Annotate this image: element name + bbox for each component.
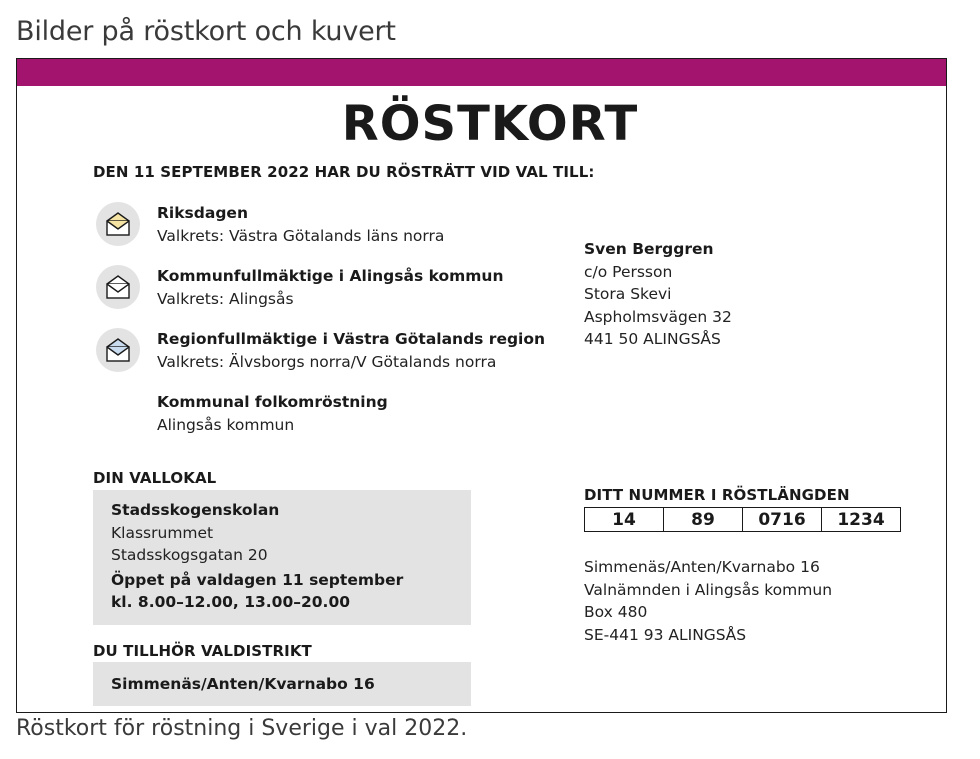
envelope-white-icon: [96, 265, 140, 309]
polling-station-room: Klassrummet: [111, 523, 214, 542]
recipient-line: c/o Persson: [584, 262, 673, 281]
polling-station-details: [111, 499, 403, 614]
election-item-folkomrostning: [157, 393, 388, 434]
election-subtitle: Valkrets: Älvsborgs norra/V Götalands norra: [157, 353, 497, 371]
return-address-line: Box 480: [584, 603, 648, 621]
recipient-address: [584, 238, 732, 351]
return-address-line: Simmenäs/Anten/Kvarnabo 16: [584, 558, 820, 576]
election-subtitle: Valkrets: Västra Götalands läns norra: [157, 227, 445, 245]
election-title: Regionfullmäktige i Västra Götalands region: [157, 330, 546, 348]
voter-number-part: 89: [664, 508, 743, 532]
recipient-line: Aspholmsvägen 32: [584, 307, 732, 326]
election-subtitle: Valkrets: Alingsås: [157, 290, 294, 308]
polling-station-address: Stadsskogsgatan 20: [111, 546, 268, 564]
election-title: Kommunal folkomröstning: [157, 393, 388, 411]
recipient-line: Stora Skevi: [584, 285, 672, 303]
polling-station-name: Stadsskogenskolan: [111, 501, 280, 519]
election-title: Kommunfullmäktige i Alingsås kommun: [157, 267, 504, 285]
voter-number-part: 0716: [743, 508, 822, 532]
opening-hours-line: Öppet på valdagen 11 september: [111, 570, 404, 589]
election-item-region: [157, 330, 545, 371]
card-title: RÖSTKORT: [341, 96, 639, 152]
election-item-kommun: [157, 267, 504, 308]
polling-station-label: DIN VALLOKAL: [93, 469, 217, 487]
envelope-blue-icon: [96, 328, 140, 372]
return-address: [584, 556, 832, 646]
district-label: DU TILLHÖR VALDISTRIKT: [93, 642, 312, 660]
image-caption: Röstkort för röstning i Sverige i val 2022.: [16, 716, 468, 741]
envelope-yellow-icon: [96, 202, 140, 246]
opening-hours-line: kl. 8.00–12.00, 13.00–20.00: [111, 593, 351, 611]
recipient-line: 441 50 ALINGSÅS: [584, 330, 721, 348]
district-name: Simmenäs/Anten/Kvarnabo 16: [111, 675, 375, 693]
page-heading: Bilder på röstkort och kuvert: [16, 16, 396, 47]
recipient-name: Sven Berggren: [584, 240, 714, 258]
return-address-line: Valnämnden i Alingsås kommun: [584, 580, 833, 599]
card-color-band: [17, 59, 946, 86]
voter-number-table: [584, 507, 901, 532]
voter-number-part: 14: [585, 508, 664, 532]
return-address-line: SE-441 93 ALINGSÅS: [584, 625, 747, 644]
election-item-riksdagen: [157, 204, 444, 245]
voter-number-part: 1234: [822, 508, 901, 532]
voter-number-label: DITT NUMMER I RÖSTLÄNGDEN: [584, 486, 850, 504]
vote-right-label: DEN 11 SEPTEMBER 2022 HAR DU RÖSTRÄTT VID VAL TILL:: [93, 163, 595, 181]
election-title: Riksdagen: [157, 204, 248, 222]
election-subtitle: Alingsås kommun: [157, 416, 295, 434]
